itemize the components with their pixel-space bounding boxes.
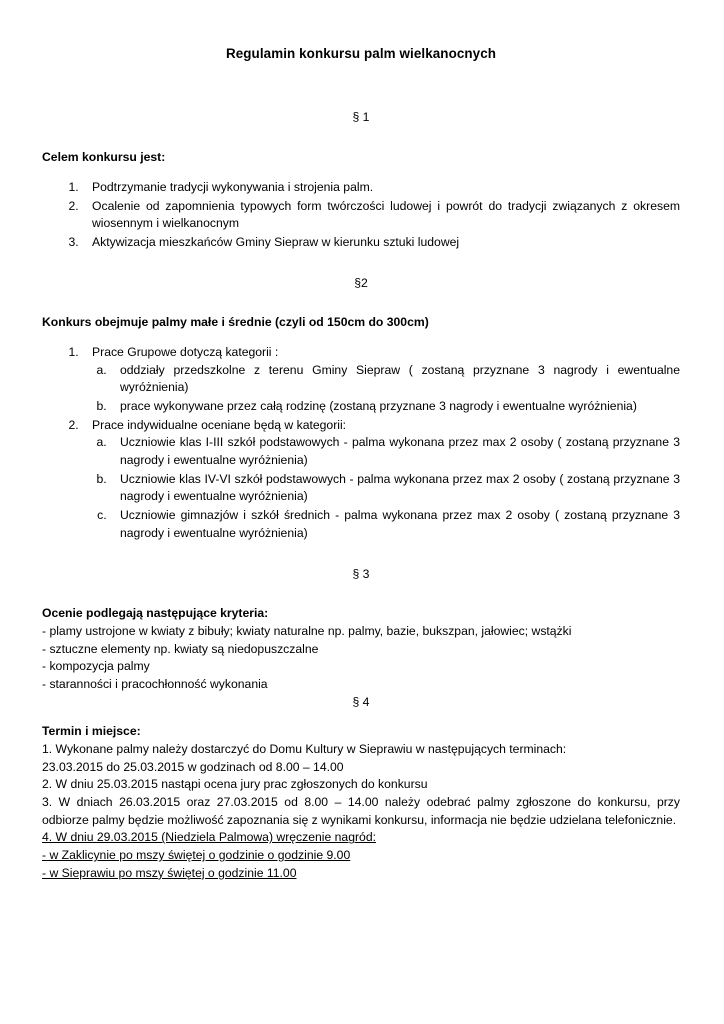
list-item: b. prace wykonywane przez całą rodzinę (zostaną przyznane 3 nagrody i ewentualne wyróżnienia): [110, 398, 680, 416]
section-2-list-wrap: [42, 344, 680, 543]
list-item: a. oddziały przedszkolne z terenu Gminy Siepraw ( zostaną przyznane 3 nagrody i ewentualne wyróżnienia): [110, 362, 680, 397]
list-item: 2. Ocalenie od zapomnienia typowych form twórczości ludowej i powrót do tradycji związanych z okresem wiosennym i wielkanocnym: [82, 198, 680, 233]
term-line: 2. W dniu 25.03.2015 nastąpi ocena jury prac zgłoszonych do konkursu: [42, 777, 428, 792]
term-line: 23.03.2015 do 25.03.2015 w godzinach od 8.00 – 14.00: [42, 759, 344, 774]
criteria-line: - sztuczne elementy np. kwiaty są niedopuszczalne: [42, 641, 319, 656]
spacer: [42, 253, 680, 275]
list-item: [82, 344, 680, 416]
term-line-underlined: - w Sieprawiu po mszy świętej o godzinie 11.00: [42, 865, 297, 880]
term-line-underlined: - w Zaklicynie po mszy świętej o godzinie o godzinie 9.00: [42, 848, 351, 863]
list-item: a. Uczniowie klas I-III szkół podstawowych - palma wykonana przez max 2 osoby ( zostaną przyznane 3 nagrody i ewentualne wyróżnienia): [110, 434, 680, 469]
section-4-block: [42, 723, 680, 882]
spacer: [42, 127, 680, 149]
section-2-mark: §2: [354, 275, 368, 290]
list-item: 3. Aktywizacja mieszkańców Gminy Siepraw w kierunku sztuki ludowej: [82, 234, 680, 252]
spacer: [42, 711, 680, 723]
section-1-list: [64, 179, 680, 252]
term-line: 1. Wykonane palmy należy dostarczyć do Domu Kultury w Sieprawiu w następujących terminach:: [42, 742, 567, 756]
section-2-list: [64, 344, 680, 543]
spacer: [42, 292, 680, 314]
term-line: 3. W dniach 26.03.2015 oraz 27.03.2015 od 8.00 – 14.00 należy odebrać palmy zgłoszone do konkursu, przy odbiorze palmy będzie możliwość zapoznania się z wynikami konkursu, informacja nie będzie udzielana telefonicznie.: [42, 795, 680, 827]
list-item-text: Prace Grupowe dotyczą kategorii :: [92, 344, 279, 359]
term-line-underlined: 4. W dniu 29.03.2015 (Niedziela Palmowa) wręczenie nagród:: [42, 830, 376, 845]
section-2-sublist-1: [92, 362, 680, 416]
list-item: [82, 417, 680, 543]
page-title: Regulamin konkursu palm wielkanocnych: [225, 46, 497, 61]
section-4-mark: § 4: [352, 694, 370, 709]
criteria-line: - kompozycja palmy: [42, 659, 150, 674]
section-4-heading: Termin i miejsce:: [42, 724, 141, 739]
list-item: b. Uczniowie klas IV-VI szkół podstawowych - palma wykonana przez max 2 osoby ( zostaną przyznane 3 nagrody i ewentualne wyróżnienia): [110, 471, 680, 506]
spacer: [42, 332, 680, 344]
section-1-list-wrap: [42, 179, 680, 252]
section-2-sublist-2: [92, 434, 680, 542]
section-3-heading: Ocenie podlegają następujące kryteria:: [42, 606, 269, 621]
spacer: [42, 544, 680, 566]
section-3-mark: § 3: [352, 566, 370, 581]
list-item: c. Uczniowie gimnazjów i szkół średnich - palma wykonana przez max 2 osoby ( zostaną przyznane 3 nagrody i ewentualne wyróżnienia): [110, 507, 680, 542]
section-1-heading: Celem konkursu jest:: [42, 150, 166, 165]
list-item: 1. Podtrzymanie tradycji wykonywania i strojenia palm.: [82, 179, 680, 197]
criteria-line: - staranności i pracochłonność wykonania: [42, 676, 268, 691]
section-2-heading: Konkurs obejmuje palmy małe i średnie (czyli od 150cm do 300cm): [42, 315, 429, 330]
criteria-line: - plamy ustrojone w kwiaty z bibuły; kwiaty naturalne np. palmy, bazie, bukszpan, jałowiec; wstążki: [42, 623, 572, 638]
spacer: [42, 167, 680, 179]
spacer: [42, 63, 680, 109]
spacer: [42, 583, 680, 605]
section-1-mark: § 1: [352, 110, 370, 125]
list-item-text: Prace indywidualne oceniane będą w kategorii:: [92, 417, 347, 432]
